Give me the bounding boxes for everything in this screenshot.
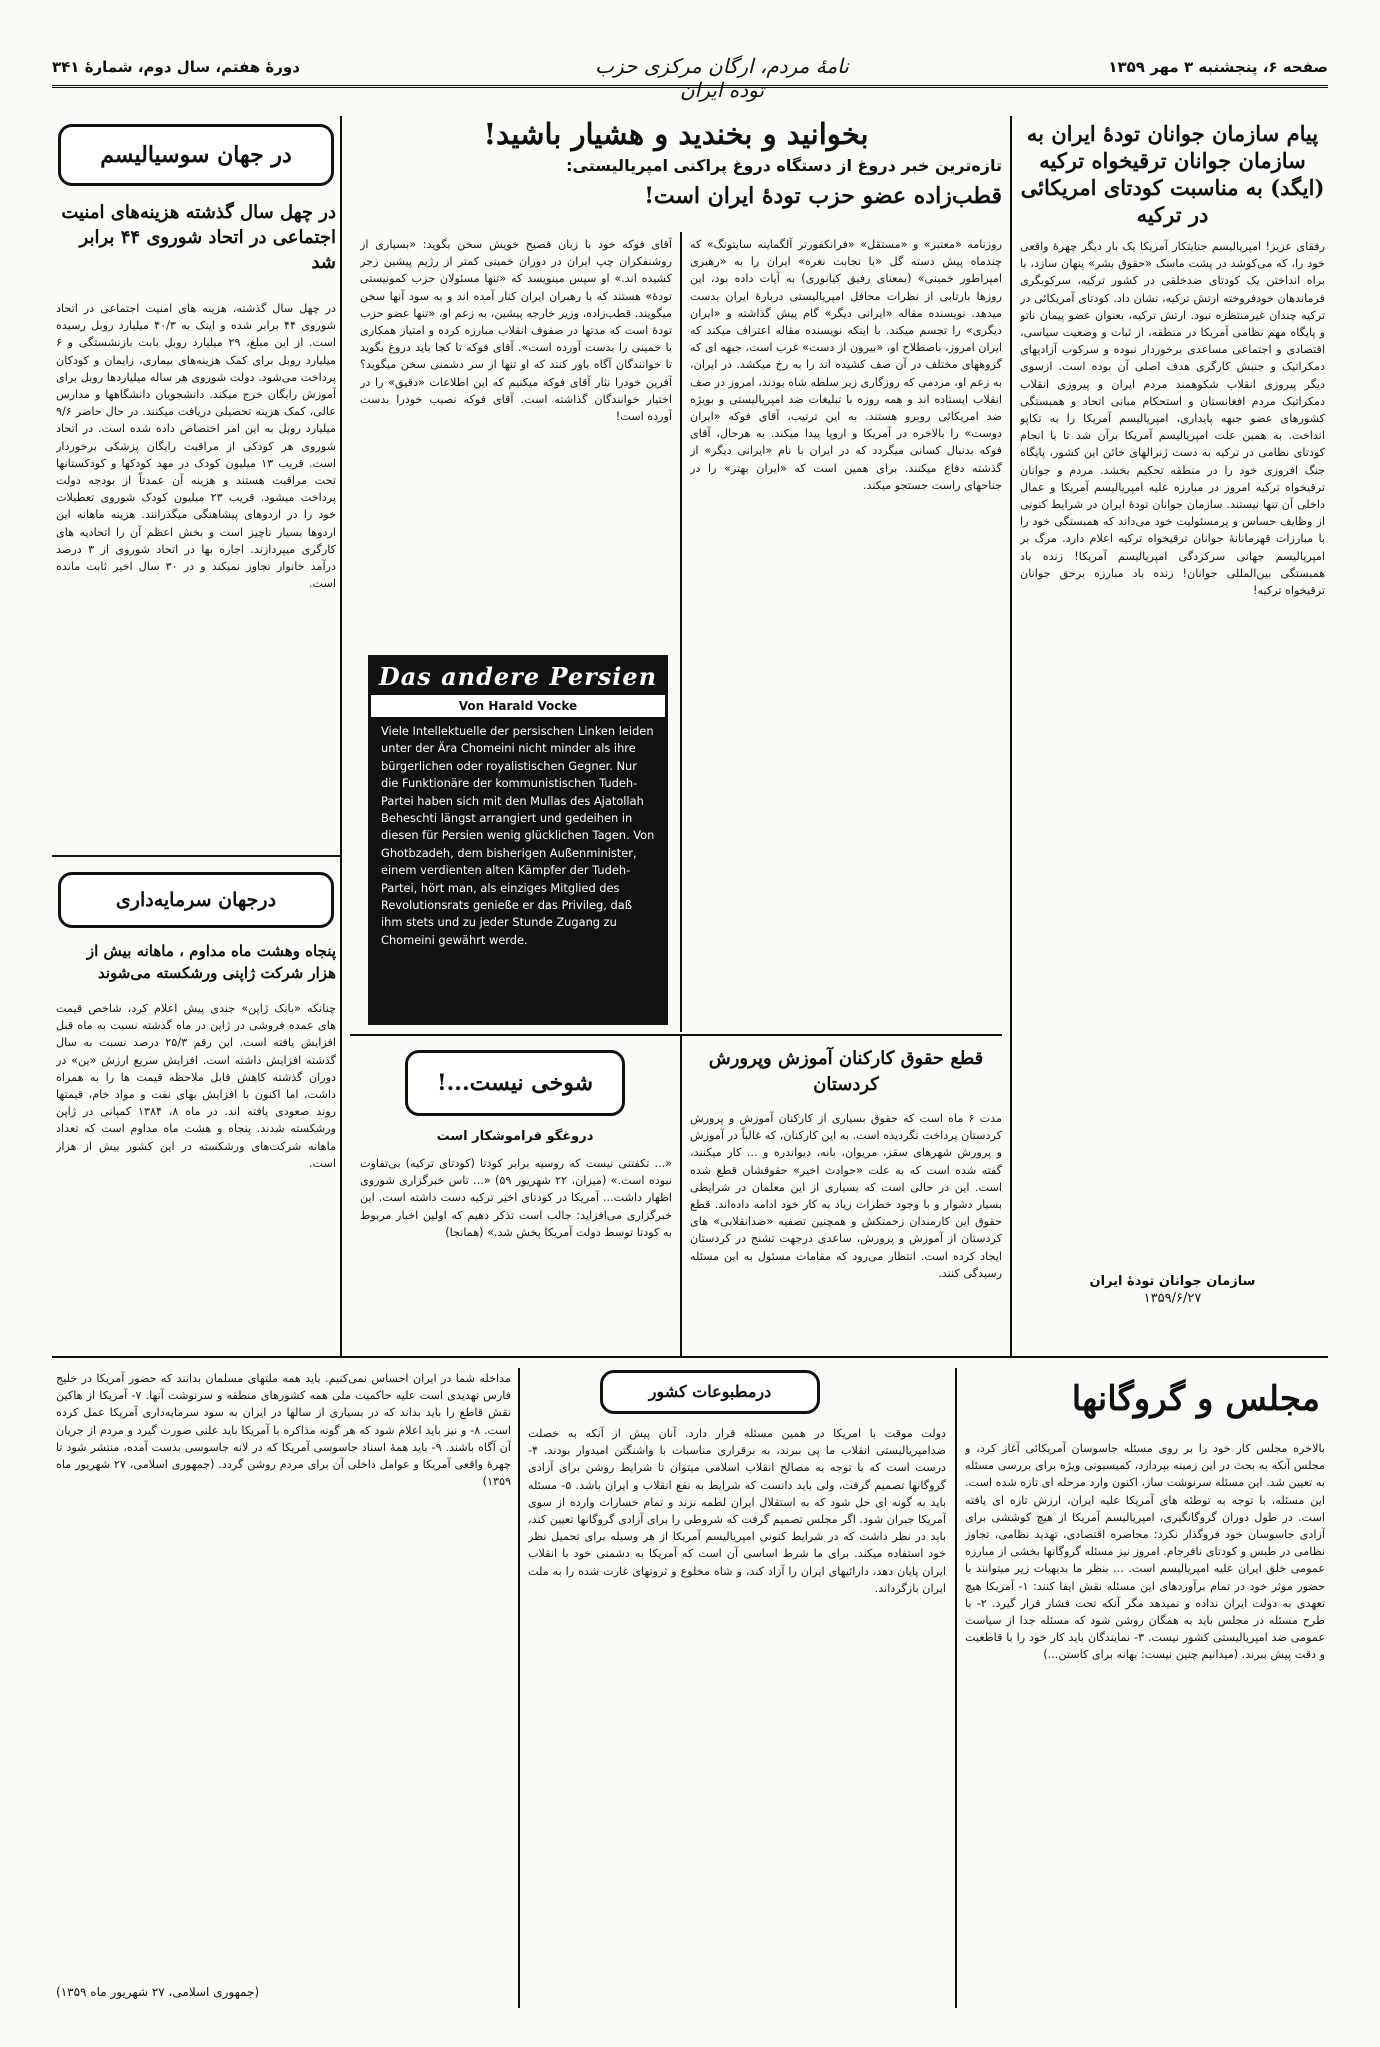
- article-lies-title: بخوانید و بخندید و هشیار باشید!: [483, 117, 869, 151]
- article-youth-date: ۱۳۵۹/۶/۲۷: [1143, 1291, 1202, 1306]
- section-divider: [350, 1034, 1002, 1036]
- article-lies-kicker: تازه‌ترین خبر دروغ از دستگاه دروغ پراکنی امپریالیستی:: [566, 156, 1002, 176]
- article-lies: [350, 118, 1002, 209]
- article-kurdistan-title: قطع حقوق کارکنان آموزش وپرورش کردستان: [708, 1048, 984, 1095]
- article-capitalism-title: پنجاه وهشت ماه مداوم ، ماهانه بیش از هزار شرکت ژاپنی ورشکسته می‌شوند: [86, 942, 336, 982]
- german-clipping-byline: Von Harald Vocke: [458, 699, 578, 713]
- german-clipping: [368, 655, 668, 1025]
- article-capitalism-body: چنانکه «بانک ژاپن» جندی پیش اعلام کرد، شاخص قیمت های عمده فروشی در ژاپن در ماه گذشته نسبت به ماه قبل افزایش یافته است. این رقم ۲۵/۳ درصد نسبت به سال گذشته افزایش داشته است. افزایش سریع ارزش «ین» در دوران گذشته کاهش قابل ملاحظه قیمت ها را به همراه داشت، اما اکنون با افزایش بهای نفت و مواد خام، قیمتها روند صعودی یافته اند. در ماه ۸، ۱۳۸۴ کمپانی در ژاپن ورشکسته شدند. پنجاه و هشت ماه مداوم است که تعداد ماهانه شرکت‌های ورشکسته در این کشور بیش از هزار است.: [56, 1002, 336, 1170]
- section-badge-socialism: در جهان سوسیالیسم: [58, 124, 334, 186]
- article-youth: [1020, 120, 1325, 1350]
- article-youth-body: رفقای عزیز! امپریالیسم جنایتکار آمریکا یک بار دیگر چهرهٔ واقعی خود را، که می‌کوشد در پشت ماسک «حقوق بشر» پنهان سازد، با براه انداختن یک کودتای ضدخلقی در کشور ترکیه، سرکوبگری فرماندهان خودفروخته ارتش ترکیه، نشان داد. کودتای آمریکائی در ترکیه چندان غیرمنتظره نبود. ارتش ترکیه، بعنوان عضو پیمان ناتو و پایگاه مهم نظامی آمریکا در منطقه، از ثبات و وضعیت سیاسی، اقتصادی و اجتماعی مساعدی برخوردار نبوده و سرکوب آزادیهای دمکراتیک و جنبش کارگری هدف اصلی آن بوده است. ازسوی دیگر پیروزی انقلاب شکوهمند مردم ایران و پیروزی انقلاب دمکراتیک مردم افغانستان و استحکام مبانی اتحاد و همبستگی کشورهای عضو جبهه پایداری، امپریالیسم آمریکا را به تکاپو انداخت. به همین علت امپریالیسم آمریکا برآن شد تا با انجام کودتای نظامی در ترکیه به دست ژنرالهای خائن این کشور، پایگاه جنگ افروزی خود را در منطقه تحکیم بخشد. مردم و جوانان ترقیخواه ترکیه امروز در مبارزه علیه امپریالیسم آمریکا و عمال داخلی آن تنها نیستند. سازمان جوانان تودهٔ ایران در شرایط کنونی از وظایف حساس و پرمسئولیت خود می‌داند که همبستگی خود را با مبارزات قهرمانانهٔ جوانان ترقیخواه ترکیه اعلام دارد. مرگ بر امپریالیسم جهانی سرکردگی امپریالیسم آمریکا! زنده باد همبستگی بین‌المللی جوانان! زنده باد مبارزه برحق جوانان ترقیخواه ترکیه!: [1020, 240, 1325, 598]
- column-rule: [1010, 116, 1012, 1356]
- article-kurdistan-body: مدت ۶ ماه است که حقوق بسیاری از کارکنان آموزش و پرورش کردستان پرداخت نگردیده است. به این کارکنان، که غالباً در آموزش و پرورش شهرهای سقز، مریوان، بانه، دیواندره و ... کار میکنند، گفته شده است که به علت «حوادث اخیر» حقوقشان قطع شده است. این در حالی است که بسیاری از این معلمان در شرایطی بسیار دشوار و با وجود خطرات زیاد به کار خود ادامه داده‌اند. قطع حقوق این کارمندان زحمتکش و همچنین تصفیه «ضدانقلابی» های کردستان از آموزش و پرورش، ساعدی درجهت تشنج در کردستان ایجاد کرده است. انتظار می‌رود که مقامات مسئول به این مسئله رسیدگی کنند.: [690, 1112, 1002, 1280]
- article-joke-body: «... تکفتنی نیست که روسیه برابر کودتا (کودتای ترکیه) بی‌تفاوت نبوده است.» (میزان، ۲۲ شهریور ۵۹) «... تاس خبرگزاری شوروی اظهار داشت... آمریکا در کودتای اخیر ترکیه دست داشته است. این خبرگزاری می‌افزاید: جالب است تذکر دهیم که اولین اخبار مربوط به کودتا توسط دولت آمریکا پخش شد.» (همانجا): [360, 1157, 672, 1239]
- section-divider: [52, 1356, 1328, 1358]
- article-parliament-col3: مداخله شما در ایران احساس نمی‌کنیم. باید همه ملتهای مسلمان بدانند که حضور آمریکا در خلیج فارس تهدیدی است علیه حاکمیت ملی همه کشورهای منطقه و سرنوشت آنها. ۷- آمریکا از هاکین نقش قاطع را باید بداند که در بسیاری از سالها در ایران به سود سرمایه‌داری آمریکا عمل کرده است. ۸- و نیز باید اعلام شود که هر گونه مذاکره با آمریکا باید علنی صورت گیرد و مردم از جریان آن آگاه باشند. ۹- باید همهٔ اسناد جاسوسی آمریکا که در لانه جاسوسی بدست آمده، منتشر شود تا چهرهٔ واقعی آمریکا و عوامل داخلی آن برای مردم روشن گردد. (جمهوری اسلامی، ۲۷ شهریور ماه ۱۳۵۹): [56, 1372, 511, 1489]
- column-rule: [518, 1368, 520, 2008]
- article-youth-signature: سازمان جوانان تودهٔ ایران: [1089, 1274, 1256, 1289]
- article-socialism-body: در چهل سال گذشته، هزینه های امنیت اجتماعی در اتحاد شوروی ۴۴ برابر شده و اینک به ۴۰/۳ میلیارد روبل رسیده است. از این مبلغ، ۲۹ میلیارد روبل بابت بازنشستگی و ۶ میلیارد روبل برای کمک هزینه‌های بیماری، زایمان و کودکان پرداخت می‌شود. دولت شوروی هر ساله میلیاردها روبل برای آموزش رایگان خرج میکند. دانشجویان دانشگاهها و مدارس عالی، کمک هزینه تحصیلی دریافت میکنند. در حال حاضر ۹/۶ میلیارد روبل به این امر اختصاص داده شده است. در اتحاد شوروی هر کودکی از مراقبت رایگان پزشکی برخوردار است. قریب ۱۳ میلیون کودک در مهد کودکها و کودکستانها تحت مراقبت هستند و هزینه آن عمدتاً از بودجه دولت پرداخت میشود. قریب ۲۳ میلیون کودک شوروی تعطیلات خود را در اردوهای پیشاهنگی میگذرانند. هزینه ماهانه این اردوها بسیار ناچیز است و بخش اعظم آن را اتحادیه های کارگری میپردازند. اجاره بها در اتحاد شوروی از ۳ درصد درآمد خانوار تجاوز نمیکند و در ۳۰ سال اخیر ثابت مانده است.: [56, 302, 336, 591]
- article-lies-subtitle: قطب‌زاده عضو حزب تودهٔ ایران است!: [644, 182, 1002, 209]
- article-joke-subtitle: دروغگو فراموشکار است: [436, 1129, 594, 1144]
- article-lies-col1: روزنامه «معتبر» و «مستقل» «فرانکفورتر آلگماینه سایتونگ» که چندماه پیش دسته گل «با نجابت نغره» ایران را به «رهبری امپراطور خمینی» (بمعنای رفیق کیانوری) به آیات داده بود، این روزها بارتابی از نظرات محافل امپریالیستی دربارهٔ ایران بدست میدهد. نویسنده مقاله «ایرانی دیگر» گام پیش گذاشته و «ایران دیگری» را تجسم میکند. با اینکه نویسنده مقاله اعتراف میکند که ایران امروز، باصطلاح او، «بیرون از دست» غرب است، جبهه ای که گروههای مختلف در آن صف کشیده اند را به رخ میکشد. در ایران، به زعم او، مردمی که روزگاری زیر سلطه شاه بودند، امروز در صف انقلاب ایستاده اند و همه روزه با تبلیغات ضد امپریالیستی و بویژه ضد امریکائی روبرو هستند. به این ترتیب، آقای فوکه «ایران دوست» را بالاخره در آمریکا و اروپا پیدا میکند. به هرحال، آقای فوکه بدنبال کسانی میگردد که در ایران با نام «ایرانی دیگر» از گذشته دفاع میکنند. برای همین است که «ایران بهتر» را در جناحهای راست جستجو میکند.: [690, 238, 1002, 492]
- german-clipping-title: Das andere Persien: [371, 658, 665, 695]
- paper-name: نامهٔ مردم، ارگان مرکزی حزب توده ایران: [595, 54, 849, 102]
- column-rule: [680, 232, 682, 1032]
- page-info: صفحه ۶، پنجشنبه ۳ مهر ۱۳۵۹: [1108, 58, 1328, 76]
- section-badge-capitalism: درجهان سرمایه‌داری: [58, 872, 334, 928]
- article-lies-col2: آقای فوکه خود با زبان فصیح خویش سخن بگوید: «بسیاری از روشنفکران چپ ایران در دوران خمینی کمتر از رژیم پیشین زجر کشیده اند.» او سپس مینویسد که «تنها مسئولان حزب کمونیستی تودهٔ» هستند که با رهبران ایران کنار آمده اند و به سود آنها سخن میگویند. قطب‌زاده، وزیر خارجه پیشین، به زعم او، «تنها عضو حزب تودهٔ است که مدتها در صفوف انقلاب مبارزه کرده و امتیاز همکاری با خمینی را بدست آورده است». آقای فوکه تا کجا باید دروغ بگوید تا خوانندگان آگاه باور کنند که او تنها از سر دشمنی سخن میگوید؟ آفرین خودرا نثار آقای فوکه میکنیم که این اطلاعات «دقیق» را در اختیار خوانندگان گذاشته است. آقای فوکه نصیب خودرا بدست آورده است!: [360, 238, 672, 424]
- article-socialism-title: در چهل سال گذشته هزینه‌های امنیت اجتماعی در اتحاد شوروی ۴۴ برابر شد: [61, 202, 336, 273]
- article-parliament-col2: دولت موقت با امریکا در همین مسئله قرار دارد. آنان پیش از آنکه به خصلت ضدامپریالیستی انقلاب ما پی ببرند، به برقراری مناسبات با واشنگتن امیدوار بودند. ۴- درست است که با توجه به مصالح انقلاب اسلامی میتوان تا شرایط روشن برای آزادی گروگانها تصمیم گرفت، ولی باید دانست که شرایط به نفع انقلاب و ایران باشد. ۵- مسئله باید به گونه ای حل شود که به استقلال ایران لطمه نزند و تمام خسارات وارده از سوی آمریکا جبران شود. اگر مجلس تصمیم گرفت که شروطی را برای آزادی گروگانها تعیین کند، باید در نظر داشت که در شرایط کنونی امپریالیسم آمریکا از هر وسیله برای تحمیل نظر خود استفاده میکند. برای ما شرط اساسی آن است که آمریکا به دشمنی خود با انقلاب ایران پایان دهد، دارائیهای ایران را آزاد کند، و شاه مخلوع و ثروتهای غارت شده را به ملت ایران بازگرداند.: [528, 1427, 946, 1595]
- article-youth-title: پیام سازمان جوانان تودهٔ ایران به سازمان جوانان ترقیخواه ترکیه (ایگد) به مناسبت کودتای امریکائی در ترکیه: [1020, 121, 1325, 227]
- article-parliament-col1: بالاخره مجلس کار خود را بر روی مسئله جاسوسان آمریکائی آغاز کرد، و مجلس آنکه به بحث در این زمینه بپردازد، کمیسیونی ویژه برای بررسی مسئله به تعیین شد. این مسئله سرنوشت ساز، اکنون وارد مرحله ای تازه شده است. این مسئله، با توجه به توطئه های آمریکا علیه ایران، ارزش تازه ای یافته است. در طول دوران گروگانگیری، امپریالیسم آمریکا از هیچ کوششی برای آزادی جاسوسان خود فروگذار نکرد: محاصره اقتصادی، تهدید نظامی، تجاوز نظامی در طبس و کودتای نافرجام. امروز نیز مسئله گروگانها بخشی از مبارزه عمومی خلق ایران علیه امپریالیسم است. ... بنظر ما بدیهیات زیر میتوانند با حضور موثر خود در تمام برآوردهای این مسئله نقش ایفا کنند: ۱- آمریکا هیچ تعهدی به دولت ایران نداده و نمیدهد مگر آنکه تحت فشار قرار گیرد. ۲- با طرح مسئله در مجلس باید به همگان روشن شود که مسئله جدا از سیاست عمومی ضد امپریالیستی کشور نیست. ۳- نمایندگان باید کار خود را با قاطعیت و دقت پیش ببرند. (میدانیم چنین نیست: بهانه برای کاستن...): [965, 1442, 1325, 1662]
- german-clipping-text: Viele Intellektuelle der persischen Linken leiden unter der Ära Chomeini nicht minder als ihre bürgerlichen oder royalistischen Gegner. Nur die Funktionäre der kommunistischen Tudeh-Partei haben sich mit den Mullas des Ajatollah Beheschti längst arrangiert und gedeihen in diesen für Persien wenig glücklichen Tagen. Von Ghotbzadeh, dem bisherigen Außenminister, einem verdienten alten Kämpfer der Tudeh-Partei, hört man, als einziges Mitglied des Revolutionsrats genieße er das Privileg, daß ihm stets und zu jeder Stunde Zugang zu Chomeini gewährt werde.: [371, 717, 665, 1023]
- issue-info: دورهٔ هفتم، سال دوم، شمارهٔ ۳۴۱: [52, 58, 300, 76]
- article-parliament-source: (جمهوری اسلامی، ۲۷ شهریور ماه ۱۳۵۹): [56, 1985, 260, 1999]
- section-badge-domestic-press: درمطبوعات کشور: [600, 1370, 820, 1414]
- masthead: [52, 52, 1328, 102]
- section-badge-joke: شوخی نیست...!: [405, 1050, 625, 1116]
- article-parliament-title: مجلس و گروگانها: [1071, 1379, 1320, 1419]
- column-rule: [340, 116, 342, 1356]
- section-divider: [52, 855, 340, 857]
- column-rule: [955, 1368, 957, 2008]
- column-rule: [680, 1036, 682, 1356]
